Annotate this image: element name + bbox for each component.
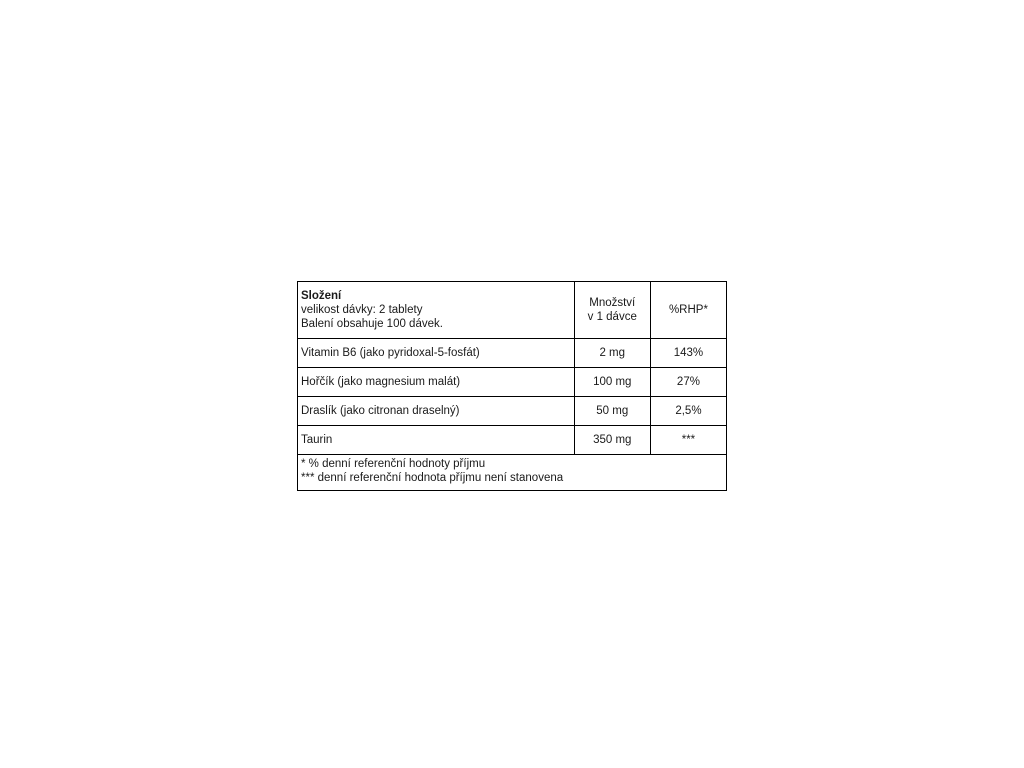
footnote-not-established: *** denní referenční hodnota příjmu není stanovena bbox=[301, 472, 564, 484]
table-row bbox=[298, 426, 727, 455]
table-row bbox=[298, 397, 727, 426]
package-text: Balení obsahuje 100 dávek. bbox=[301, 318, 443, 330]
quantity-header-cell bbox=[574, 282, 650, 339]
ingredient-rhp: *** bbox=[650, 426, 726, 455]
footnote-rhp: * % denní referenční hodnoty příjmu bbox=[301, 458, 486, 470]
ingredient-name: Vitamin B6 (jako pyridoxal-5-fosfát) bbox=[298, 339, 575, 368]
rhp-header-cell: %RHP* bbox=[650, 282, 726, 339]
composition-table bbox=[297, 281, 727, 491]
serving-size-text: velikost dávky: 2 tablety bbox=[301, 304, 423, 316]
footnote-cell bbox=[298, 455, 727, 491]
ingredient-rhp: 27% bbox=[650, 368, 726, 397]
ingredient-rhp: 143% bbox=[650, 339, 726, 368]
table-header-row bbox=[298, 282, 727, 339]
ingredient-rhp: 2,5% bbox=[650, 397, 726, 426]
ingredient-name: Draslík (jako citronan draselný) bbox=[298, 397, 575, 426]
ingredient-quantity: 2 mg bbox=[574, 339, 650, 368]
quantity-header-line1: Množství bbox=[589, 297, 636, 309]
composition-header-cell bbox=[298, 282, 575, 339]
quantity-header-line2: v 1 dávce bbox=[587, 311, 637, 323]
ingredient-quantity: 350 mg bbox=[574, 426, 650, 455]
ingredient-quantity: 100 mg bbox=[574, 368, 650, 397]
ingredient-name: Taurin bbox=[298, 426, 575, 455]
ingredient-quantity: 50 mg bbox=[574, 397, 650, 426]
table-row bbox=[298, 368, 727, 397]
table-row bbox=[298, 339, 727, 368]
table-title: Složení bbox=[301, 290, 342, 302]
ingredient-name: Hořčík (jako magnesium malát) bbox=[298, 368, 575, 397]
footnote-row bbox=[298, 455, 727, 491]
